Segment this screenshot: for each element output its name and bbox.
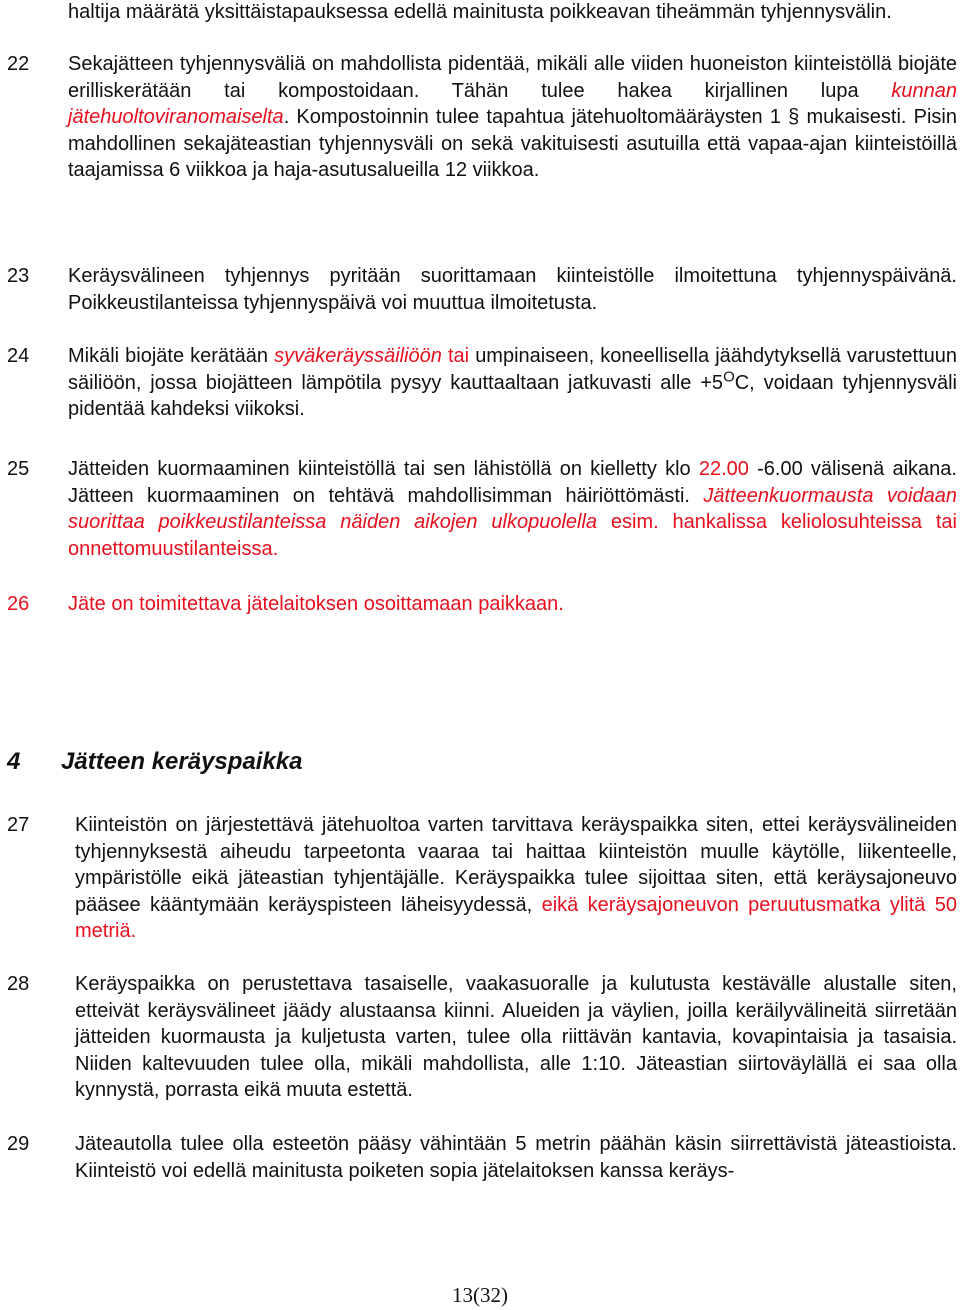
paragraph-number: 28 <box>7 973 30 995</box>
section-title: Jätteen keräyspaikka <box>61 748 303 775</box>
highlight-text: kunnan jätehuoltoviranomaiselta <box>68 79 957 128</box>
highlight-text: syväkeräyssäiliöön <box>274 345 442 367</box>
paragraph-text <box>68 456 957 562</box>
section-heading <box>7 746 303 778</box>
paragraph-number: 29 <box>7 1133 30 1155</box>
paragraph-text <box>75 812 957 945</box>
highlight-text: 22.00 <box>698 458 749 480</box>
paragraph-text: Jäteautolla tulee olla esteetön pääsy vähintään 5 metrin päähän käsin siirrettävistä jäteastioista. Kiinteistö voi edellä mainitusta poiketen sopia jätelaitoksen kanssa keräys- <box>75 1133 957 1182</box>
highlight-text: esim. hankalissa keliolosuhteissa tai onnettomuustilanteissa. <box>68 511 957 560</box>
highlight-text: eikä keräysajoneuvon peruutusmatka ylitä 50 metriä. <box>75 893 957 942</box>
text-run: C, voidaan tyhjennysväli pidentää kahdeksi viikoksi. <box>68 371 957 420</box>
paragraph-number: 24 <box>7 345 30 367</box>
text-run: -6.00 välisenä aikana. Jätteen kuormaaminen on tehtävä mahdollisimman häiriöttömästi. <box>68 458 957 507</box>
highlight-text: Jätteenkuormausta voidaan suorittaa poikkeustilanteissa näiden aikojen ulkopuolella <box>68 484 957 533</box>
section-number: 4 <box>7 748 21 775</box>
text-run: Mikäli biojäte kerätään <box>68 345 275 367</box>
paragraph-number: 25 <box>7 458 30 480</box>
text-run: umpinaiseen, koneellisella jäähdytyksellä varustettuun säiliöön, jossa biojätteen lämpötila pysyy kauttaaltaan jatkuvasti alle +5 <box>68 345 957 394</box>
text-run: Sekajätteen tyhjennysväliä on mahdollista pidentää, mikäli alle viiden huoneiston kiinteistöllä biojäte erilliskerätään tai kompostoidaan. Tähän tulee hakea kirjallinen lupa <box>68 53 957 102</box>
paragraph-number: 22 <box>7 53 30 75</box>
paragraph-text <box>68 51 957 184</box>
page-number: 13(32) <box>452 1283 508 1307</box>
paragraph-text: Keräysvälineen tyhjennys pyritään suorittamaan kiinteistölle ilmoitettuna tyhjennyspäivänä. Poikkeustilanteissa tyhjennyspäivä voi muuttua ilmoitetusta. <box>68 265 957 314</box>
paragraph-number: 23 <box>7 265 30 287</box>
paragraph-number: 26 <box>7 593 30 615</box>
text-run: Kiinteistön on järjestettävä jätehuoltoa varten tarvittava keräyspaikka siten, ettei keräysvälineiden tyhjennyksestä aiheudu tarpeetonta vaaraa tai haittaa kiinteistön muulle käytölle, liikenteelle, ympäristölle eikä jäteastian tyhjentäjälle. Keräyspaikka tulee sijoittaa siten, että keräysajoneuvo pääsee kääntymään keräyspisteen läheisyydessä, <box>75 814 957 916</box>
intro-continuation: haltija määrätä yksittäistapauksessa edellä mainitusta poikkeavan tiheämmän tyhjennysvälin. <box>68 1 892 23</box>
paragraph-number: 27 <box>7 814 30 836</box>
text-run: mukaisesti. Pisin mahdollinen sekajäteastian tyhjennysväli on sekä vakituisesti asutuilla että vapaa-ajan kiinteistöillä taajamissa 6 viikkoa ja haja-asutusalueilla 12 viikkoa. <box>68 106 957 181</box>
text-run: . Kompostoinnin tulee tapahtua jätehuoltomääräysten 1 <box>283 106 789 128</box>
paragraph-text: Keräyspaikka on perustettava tasaiselle, vaakasuoralle ja kulutusta kestävälle alustalle siten, etteivät keräysvälineet jäädy alustaansa kiinni. Alueiden ja väylien, joilla keräilyvälineitä siirretään jätteiden kuormausta ja kuljetusta varten, tulee olla riittävän kantavia, kovapintaisia ja tasaisia. Niiden kaltevuuden tulee olla, mikäli mahdollista, alle 1:10. Jäteastian siirtoväylällä ei saa olla kynnystä, porrasta eikä muuta estettä. <box>75 973 957 1101</box>
paragraph-text: Jäte on toimitettava jätelaitoksen osoittamaan paikkaan. <box>68 593 564 615</box>
text-run: Jätteiden kuormaaminen kiinteistöllä tai sen lähistöllä on kielletty klo <box>68 458 699 480</box>
degree-superscript: O <box>723 367 735 385</box>
paragraph-text <box>68 343 957 423</box>
section-sign: § <box>788 106 800 128</box>
highlight-text: tai <box>441 345 470 367</box>
